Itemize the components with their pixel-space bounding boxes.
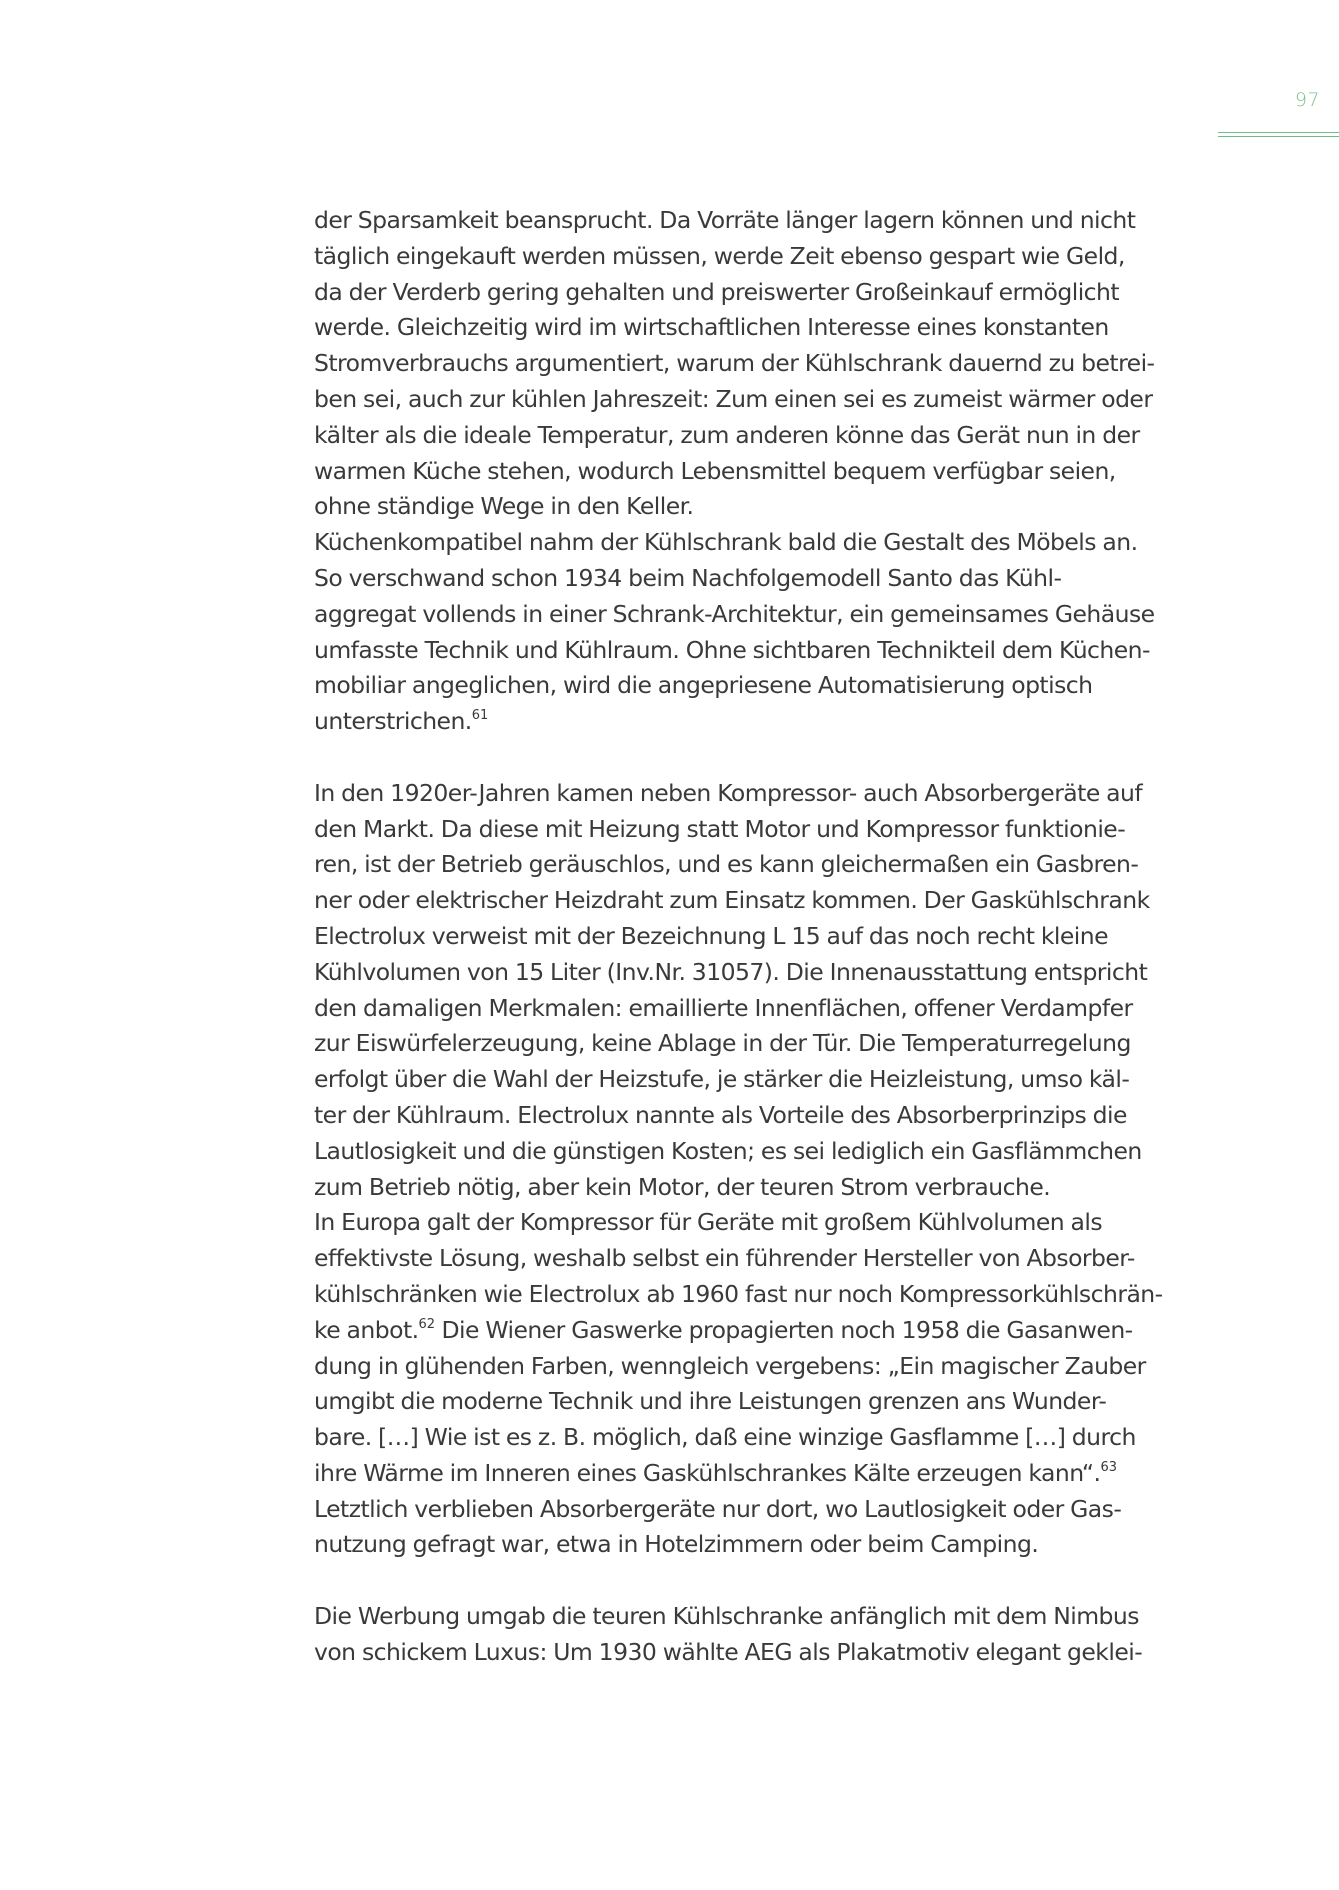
text-segment: ihre Wärme im Inneren eines Gaskühlschrankes Kälte erzeugen kann“. xyxy=(314,1458,1101,1487)
text-line: ter der Kühlraum. Electrolux nannte als Vorteile des Absorberprinzips die xyxy=(314,1100,1127,1129)
text-line: bare. […] Wie ist es z. B. möglich, daß eine winzige Gasflamme […] durch xyxy=(314,1423,1136,1452)
text-line: Die Werbung umgab die teuren Kühlschranke anfänglich mit dem Nimbus xyxy=(314,1602,1139,1631)
text-line: Küchenkompatibel nahm der Kühlschrank bald die Gestalt des Möbels an. xyxy=(314,528,1138,557)
text-line: erfolgt über die Wahl der Heizstufe, je stärker die Heizleistung, umso käl- xyxy=(314,1065,1130,1094)
paragraph xyxy=(314,1599,1204,1671)
text-line: Stromverbrauchs argumentiert, warum der Kühlschrank dauernd zu betrei- xyxy=(314,349,1155,378)
text-line: aggregat vollends in einer Schrank-Architektur, ein gemeinsames Gehäuse xyxy=(314,599,1155,628)
text-line: zur Eiswürfelerzeugung, keine Ablage in der Tür. Die Temperaturregelung xyxy=(314,1029,1131,1058)
text-line: täglich eingekauft werden müssen, werde Zeit ebenso gespart wie Geld, xyxy=(314,241,1125,270)
header-rule-bottom xyxy=(1218,136,1339,137)
text-line: ohne ständige Wege in den Keller. xyxy=(314,492,694,521)
text-segment: ke anbot. xyxy=(314,1315,419,1344)
text-line: kälter als die ideale Temperatur, zum anderen könne das Gerät nun in der xyxy=(314,420,1140,449)
text-segment: unterstrichen. xyxy=(314,707,472,736)
text-line: In den 1920er-Jahren kamen neben Kompressor- auch Absorbergeräte auf xyxy=(314,778,1143,807)
text-line: ner oder elektrischer Heizdraht zum Einsatz kommen. Der Gaskühlschrank xyxy=(314,886,1150,915)
text-line: In Europa galt der Kompressor für Geräte mit großem Kühlvolumen als xyxy=(314,1208,1103,1237)
text-line: von schickem Luxus: Um 1930 wählte AEG als Plakatmotiv elegant geklei- xyxy=(314,1637,1143,1666)
text-line: kühlschränken wie Electrolux ab 1960 fast nur noch Kompressorkühlschrän- xyxy=(314,1279,1163,1308)
text-line: nutzung gefragt war, etwa in Hotelzimmern oder beim Camping. xyxy=(314,1530,1039,1559)
text-line: ren, ist der Betrieb geräuschlos, und es kann gleichermaßen ein Gasbren- xyxy=(314,850,1139,879)
text-line xyxy=(314,1456,1204,1492)
text-line: den Markt. Da diese mit Heizung statt Motor und Kompressor funktionie- xyxy=(314,814,1126,843)
text-line: den damaligen Merkmalen: emaillierte Innenflächen, offener Verdampfer xyxy=(314,993,1133,1022)
text-line: der Sparsamkeit beansprucht. Da Vorräte länger lagern können und nicht xyxy=(314,206,1136,234)
text-segment: Die Wiener Gaswerke propagierten noch 1958 die Gasanwen- xyxy=(435,1315,1133,1344)
text-line: umgibt die moderne Technik und ihre Leistungen grenzen ans Wunder- xyxy=(314,1387,1107,1416)
footnote-ref-63: 63 xyxy=(1100,1459,1117,1475)
text-line: Electrolux verweist mit der Bezeichnung L 15 auf das noch recht kleine xyxy=(314,921,1108,950)
paragraph xyxy=(314,1205,1204,1563)
text-line: Kühlvolumen von 15 Liter (Inv.Nr. 31057). Die Innenausstattung entspricht xyxy=(314,957,1148,986)
text-line xyxy=(314,704,1204,740)
page-number: 97 xyxy=(1294,89,1320,111)
text-line: Letztlich verblieben Absorbergeräte nur dort, wo Lautlosigkeit oder Gas- xyxy=(314,1494,1122,1523)
text-line: Lautlosigkeit und die günstigen Kosten; es sei lediglich ein Gasflämmchen xyxy=(314,1136,1142,1165)
header-rule-top xyxy=(1218,132,1339,133)
footnote-ref-61: 61 xyxy=(471,708,489,724)
text-line: zum Betrieb nötig, aber kein Motor, der teuren Strom verbrauche. xyxy=(314,1172,1051,1201)
text-line: ben sei, auch zur kühlen Jahreszeit: Zum einen sei es zumeist wärmer oder xyxy=(314,384,1153,413)
paragraph xyxy=(314,776,1204,1206)
text-line xyxy=(314,1313,1204,1349)
text-line: So verschwand schon 1934 beim Nachfolgemodell Santo das Kühl- xyxy=(314,563,1062,592)
paragraph xyxy=(314,203,1204,525)
text-line: mobiliar angeglichen, wird die angepriesene Automatisierung optisch xyxy=(314,671,1093,700)
body-text xyxy=(314,203,1204,1671)
footnote-ref-62: 62 xyxy=(418,1316,436,1332)
text-line: werde. Gleichzeitig wird im wirtschaftlichen Interesse eines konstanten xyxy=(314,313,1109,342)
paragraph xyxy=(314,525,1204,740)
paragraph-gap xyxy=(314,1563,1204,1599)
text-line: effektivste Lösung, weshalb selbst ein führender Hersteller von Absorber- xyxy=(314,1244,1135,1273)
text-line: dung in glühenden Farben, wenngleich vergebens: „Ein magischer Zauber xyxy=(314,1351,1146,1380)
text-line: da der Verderb gering gehalten und preiswerter Großeinkauf ermöglicht xyxy=(314,277,1120,306)
text-line: umfasste Technik und Kühlraum. Ohne sichtbaren Technikteil dem Küchen- xyxy=(314,635,1150,664)
paragraph-gap xyxy=(314,740,1204,776)
text-line: warmen Küche stehen, wodurch Lebensmittel bequem verfügbar seien, xyxy=(314,456,1116,485)
